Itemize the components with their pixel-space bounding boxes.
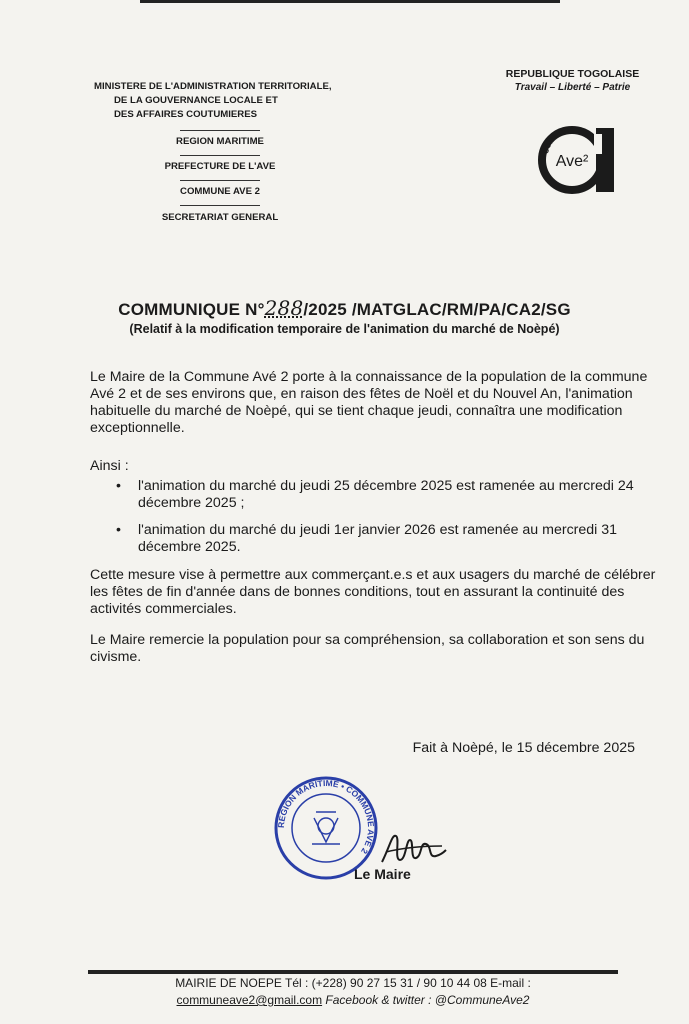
republic-header (500, 68, 645, 93)
communique-number: 288 (264, 296, 304, 320)
logo-text: COMMUNE (543, 127, 575, 155)
divider (180, 130, 260, 131)
signer-title: Le Maire (354, 866, 411, 882)
communique-title (40, 296, 649, 320)
motto-label: Travail – Liberté – Patrie (514, 82, 631, 93)
footer (88, 975, 618, 1009)
top-border (140, 0, 560, 3)
thanks-paragraph: Le Maire remercie la population pour sa compréhension, sa collaboration et son sens du civisme. (90, 632, 645, 665)
footer-divider (88, 970, 618, 974)
divider (180, 155, 260, 156)
list-item: • l'animation du marché du jeudi 1er janvier 2026 est ramenée au mercredi 31 décembre 2025. (116, 522, 656, 556)
ministry-line-3: DES AFFAIRES COUTUMIERES (114, 109, 258, 120)
bullet-list (116, 478, 656, 566)
list-item: • l'animation du marché du jeudi 25 décembre 2025 est ramenée au mercredi 24 décembre 2025 ; (116, 478, 656, 512)
intro-paragraph: Le Maire de la Commune Avé 2 porte à la connaissance de la population de la commune Avé 2 et de ses environs que, en raison des fêtes de Noël et du Nouvel An, l'animation habituelle du marché de Noèpé, qui se tient chaque jeudi, connaîtra une modification exceptionnelle. (90, 369, 648, 436)
measure-paragraph: Cette mesure vise à permettre aux commerçant.e.s et aux usagers du marché de célébrer les fêtes de fin d'année dans de bonnes conditions, tout en assurant la continuité des activités commerciales. (90, 567, 656, 617)
republic-label: REPUBLIQUE TOGOLAISE (505, 68, 640, 80)
footer-email[interactable]: communeave2@gmail.com (176, 993, 323, 1007)
stamp-text: REGION MARITIME • COMMUNE AVE 2 (275, 777, 377, 856)
communique-subtitle: (Relatif à la modification temporaire de l'animation du marché de Noèpé) (129, 322, 560, 336)
region-label: REGION MARITIME (176, 136, 264, 147)
divider (180, 205, 260, 206)
title-suffix: /2025 /MATGLAC/RM/PA/CA2/SG (303, 300, 571, 319)
ainsi-label: Ainsi : (90, 458, 129, 474)
commune-logo (538, 124, 618, 196)
logo-mark: Ave² (555, 153, 589, 170)
title-prefix: COMMUNIQUE N° (118, 300, 265, 319)
secretariat-label: SECRETARIAT GENERAL (161, 212, 279, 223)
ministry-line-2: DE LA GOUVERNANCE LOCALE ET (114, 95, 278, 106)
issuer-header (70, 80, 370, 223)
prefecture-label: PREFECTURE DE L'AVE (164, 161, 276, 172)
footer-contact: MAIRIE DE NOEPE Tél : (+228) 90 27 15 31 / 90 10 44 08 E-mail : (175, 976, 531, 990)
place-date: Fait à Noèpé, le 15 décembre 2025 (412, 740, 635, 756)
commune-label: COMMUNE AVE 2 (180, 186, 260, 197)
ministry-line-1: MINISTERE DE L'ADMINISTRATION TERRITORIALE, (94, 81, 332, 92)
divider (180, 180, 260, 181)
footer-social: Facebook & twitter : @CommuneAve2 (322, 993, 530, 1007)
